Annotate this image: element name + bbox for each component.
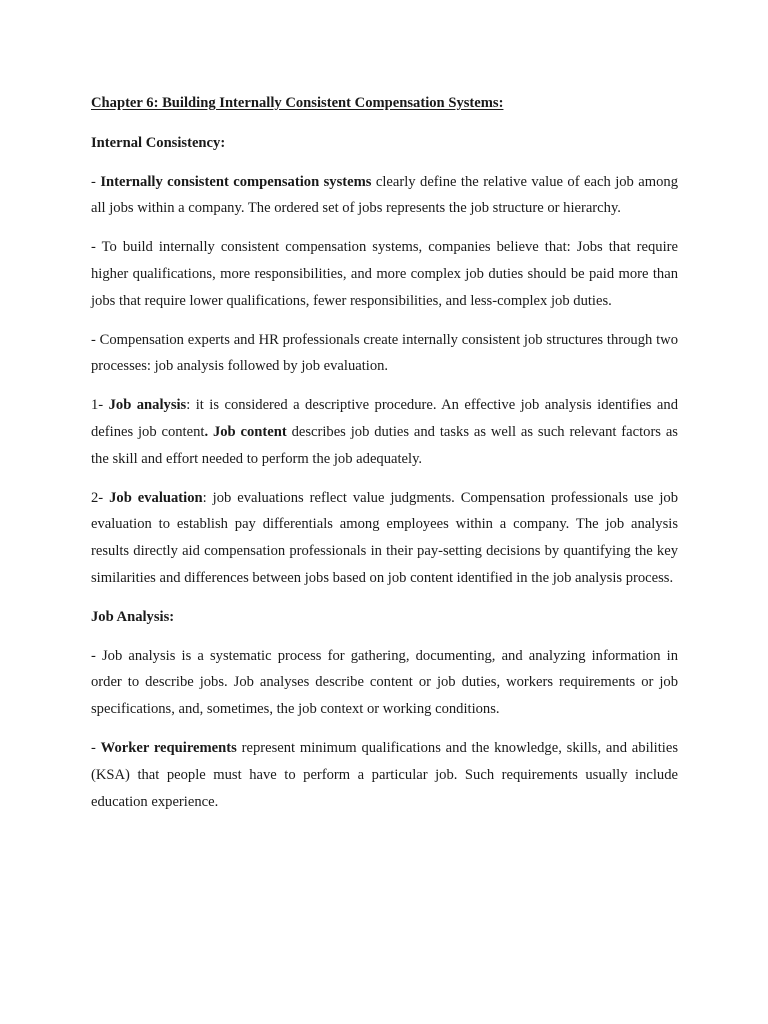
- paragraph-job-evaluation-item: [91, 485, 678, 592]
- bold-term-job-analysis: Job analysis: [108, 397, 187, 414]
- paragraph-text: clearly define the relative value of each job among all jobs within a company. The ordered set of jobs represents the job structure or hierarchy.: [91, 173, 678, 217]
- bold-term-job-evaluation: Job evaluation: [109, 489, 203, 506]
- paragraph-job-analysis-definition: [91, 643, 678, 723]
- paragraph-text: describes job duties and tasks as well as such relevant factors as the skill and effort needed to perform the job adequately.: [91, 423, 678, 467]
- paragraph-text: represent minimum qualifications and the knowledge, skills, and abilities (KSA) that people must have to perform a particular job. Such requirements usually include education experience.: [91, 739, 678, 810]
- chapter-title: Chapter 6: Building Internally Consistent Compensation Systems:: [91, 95, 504, 111]
- bold-term-internally-consistent-compensation-systems: Internally consistent compensation systems: [100, 173, 372, 190]
- paragraph-internally-consistent-systems: [91, 169, 678, 223]
- paragraph-text: - Job analysis is a systematic process for gathering, documenting, and analyzing information in order to describe jobs. Job analyses describe content or job duties, workers requirements or job specifications, and, sometimes, the job context or working conditions.: [91, 647, 678, 718]
- paragraph-two-processes: [91, 327, 678, 381]
- paragraph-text: : job evaluations reflect value judgments. Compensation professionals use job evaluation to establish pay differentials among employees within a company. The job analysis results directly aid compensation professionals in their pay-setting decisions by quantifying the key similarities and differences between jobs based on job content identified in the job analysis process.: [91, 489, 679, 586]
- section-heading-internal-consistency: Internal Consistency:: [91, 134, 226, 151]
- paragraph-lead: -: [91, 173, 101, 190]
- paragraph-text: : it is considered a descriptive procedure. An effective job analysis identifies and defines job content: [91, 397, 678, 440]
- document-body: [91, 90, 678, 827]
- paragraph-lead: 1-: [91, 397, 109, 414]
- paragraph-building-systems: [91, 234, 678, 314]
- paragraph-text: - To build internally consistent compensation systems, companies believe that: Jobs that require higher qualifications, more responsibilities, and more complex job duties should be paid more than jobs that require lower qualifications, fewer responsibilities, and less-complex job duties.: [91, 239, 678, 309]
- bold-term-worker-requirements: Worker requirements: [100, 739, 237, 756]
- section-heading-job-analysis: Job Analysis:: [91, 608, 175, 625]
- paragraph-worker-requirements: [91, 735, 678, 815]
- paragraph-job-analysis-item: [91, 392, 678, 472]
- bold-term-job-content: . Job content: [204, 423, 287, 440]
- paragraph-text: - Compensation experts and HR professionals create internally consistent job structures through two processes: job analysis followed by job evaluation.: [91, 331, 678, 375]
- paragraph-lead: -: [91, 739, 101, 756]
- paragraph-lead: 2-: [91, 489, 110, 506]
